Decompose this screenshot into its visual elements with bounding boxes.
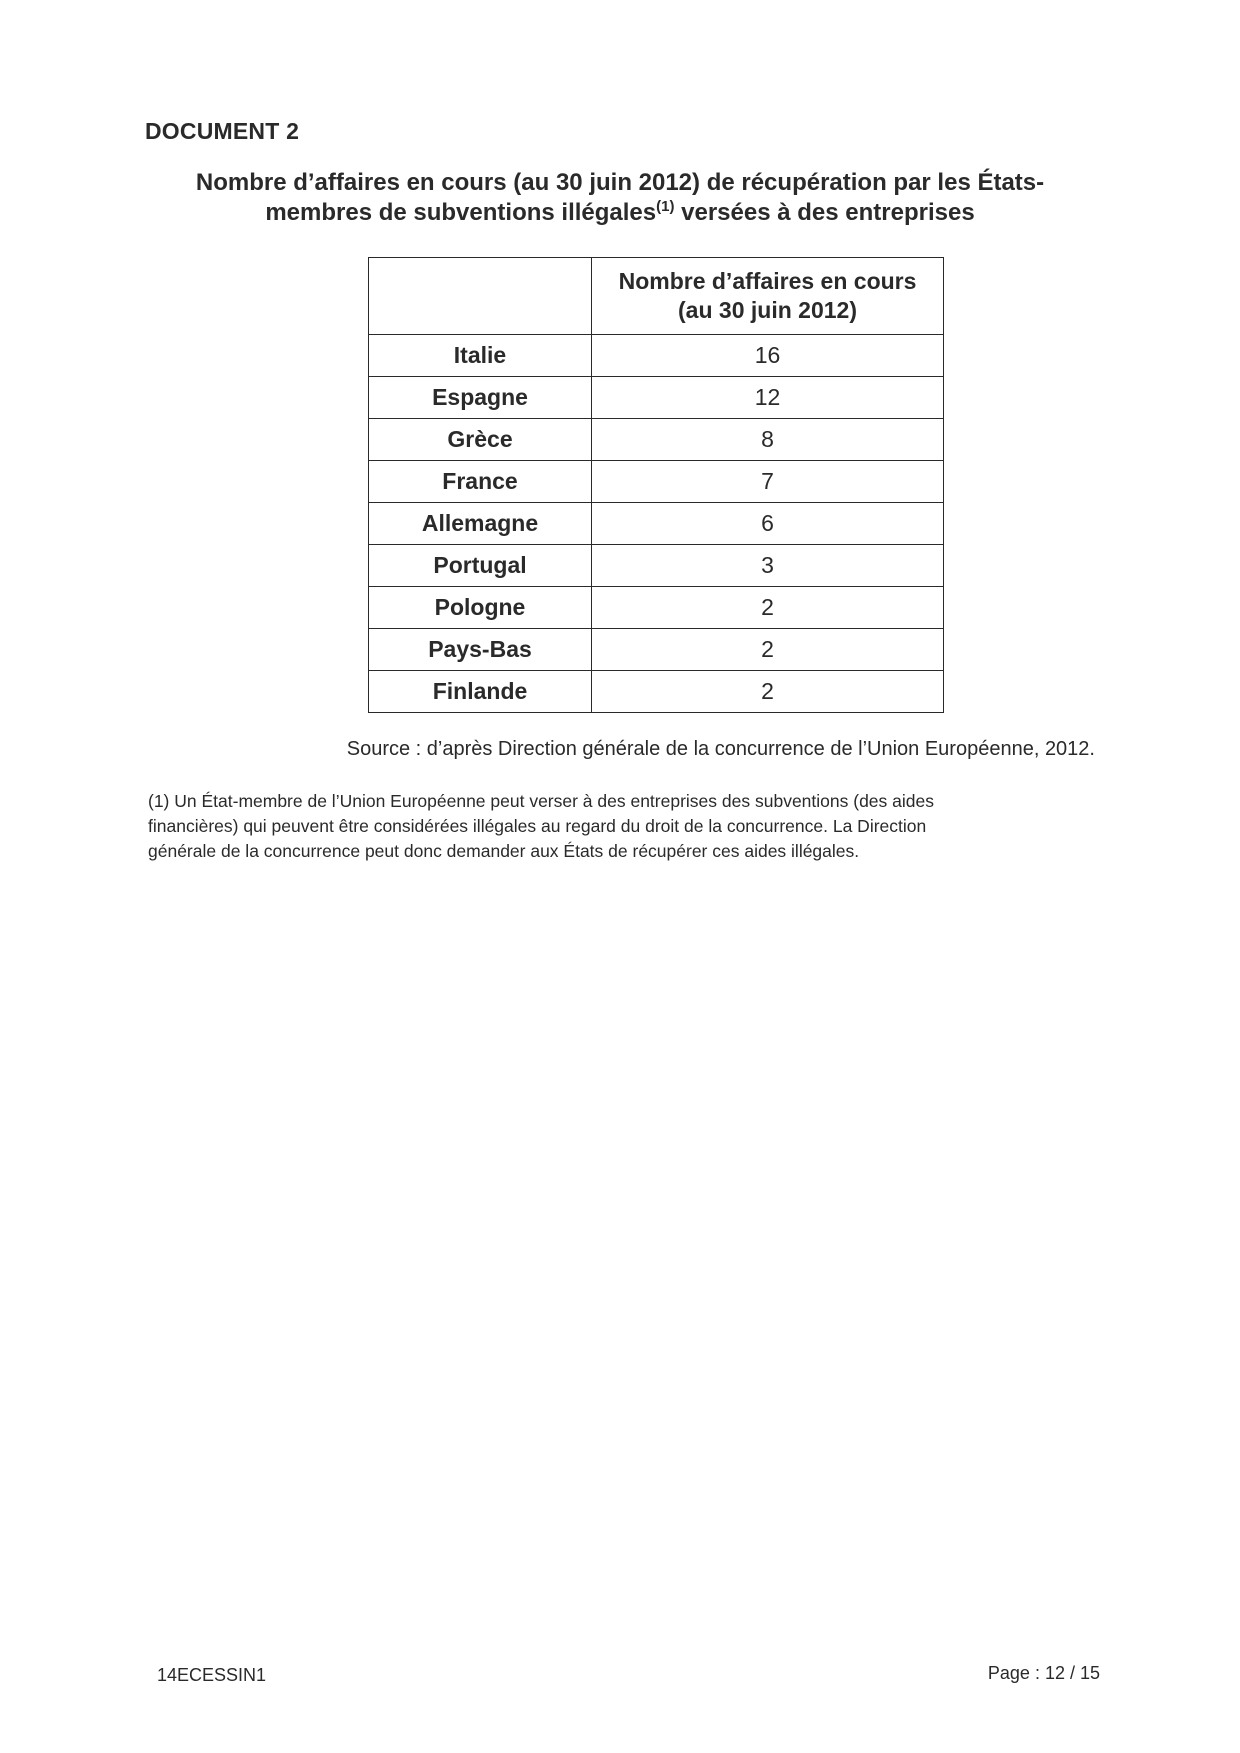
title-line-2-end: versées à des entreprises [674,199,975,226]
country-cell: Espagne [369,377,592,419]
footnote [148,789,1098,864]
column-header-line-1: Nombre d’affaires en cours [618,268,917,294]
title-line-1: Nombre d’affaires en cours (au 30 juin 2012) de récupération par les États- [195,169,1045,196]
country-cell: Allemagne [369,503,592,545]
value-cell: 8 [592,419,944,461]
country-cell: Italie [369,335,592,377]
table-row [369,629,944,671]
cases-table [368,257,944,713]
table-row [369,461,944,503]
document-label: DOCUMENT 2 [145,118,300,144]
value-cell: 7 [592,461,944,503]
value-cell: 2 [592,629,944,671]
value-cell: 2 [592,671,944,713]
footnote-line-1: (1) Un État-membre de l’Union Européenne peut verser à des entreprises des subventions (des aides [148,791,934,811]
value-cell: 6 [592,503,944,545]
value-cell: 3 [592,545,944,587]
country-cell: Portugal [369,545,592,587]
table-row [369,419,944,461]
country-cell: France [369,461,592,503]
table-row [369,503,944,545]
table-corner-cell [369,258,592,335]
title-line-2: membres de subventions illégales [265,199,657,226]
source-note: Source : d’après Direction générale de la concurrence de l’Union Européenne, 2012. [346,738,1095,760]
country-cell: Grèce [369,419,592,461]
document-title [170,168,1070,228]
column-header-line-2: (au 30 juin 2012) [678,297,857,323]
country-cell: Pologne [369,587,592,629]
title-footnote-mark: (1) [656,198,675,215]
country-cell: Finlande [369,671,592,713]
table-row [369,671,944,713]
country-cell: Pays-Bas [369,629,592,671]
footer-code: 14ECESSIN1 [157,1665,267,1685]
table-row [369,587,944,629]
page-number: Page : 12 / 15 [987,1663,1100,1683]
table-row [369,335,944,377]
value-cell: 2 [592,587,944,629]
table-header-row [369,258,944,335]
footnote-line-2: financières) qui peuvent être considérées illégales au regard du droit de la concurrence. La Direction [148,816,927,836]
value-cell: 12 [592,377,944,419]
table-row [369,377,944,419]
footnote-line-3: générale de la concurrence peut donc demander aux États de récupérer ces aides illégales. [148,841,860,861]
column-header [592,258,944,335]
table-row [369,545,944,587]
value-cell: 16 [592,335,944,377]
